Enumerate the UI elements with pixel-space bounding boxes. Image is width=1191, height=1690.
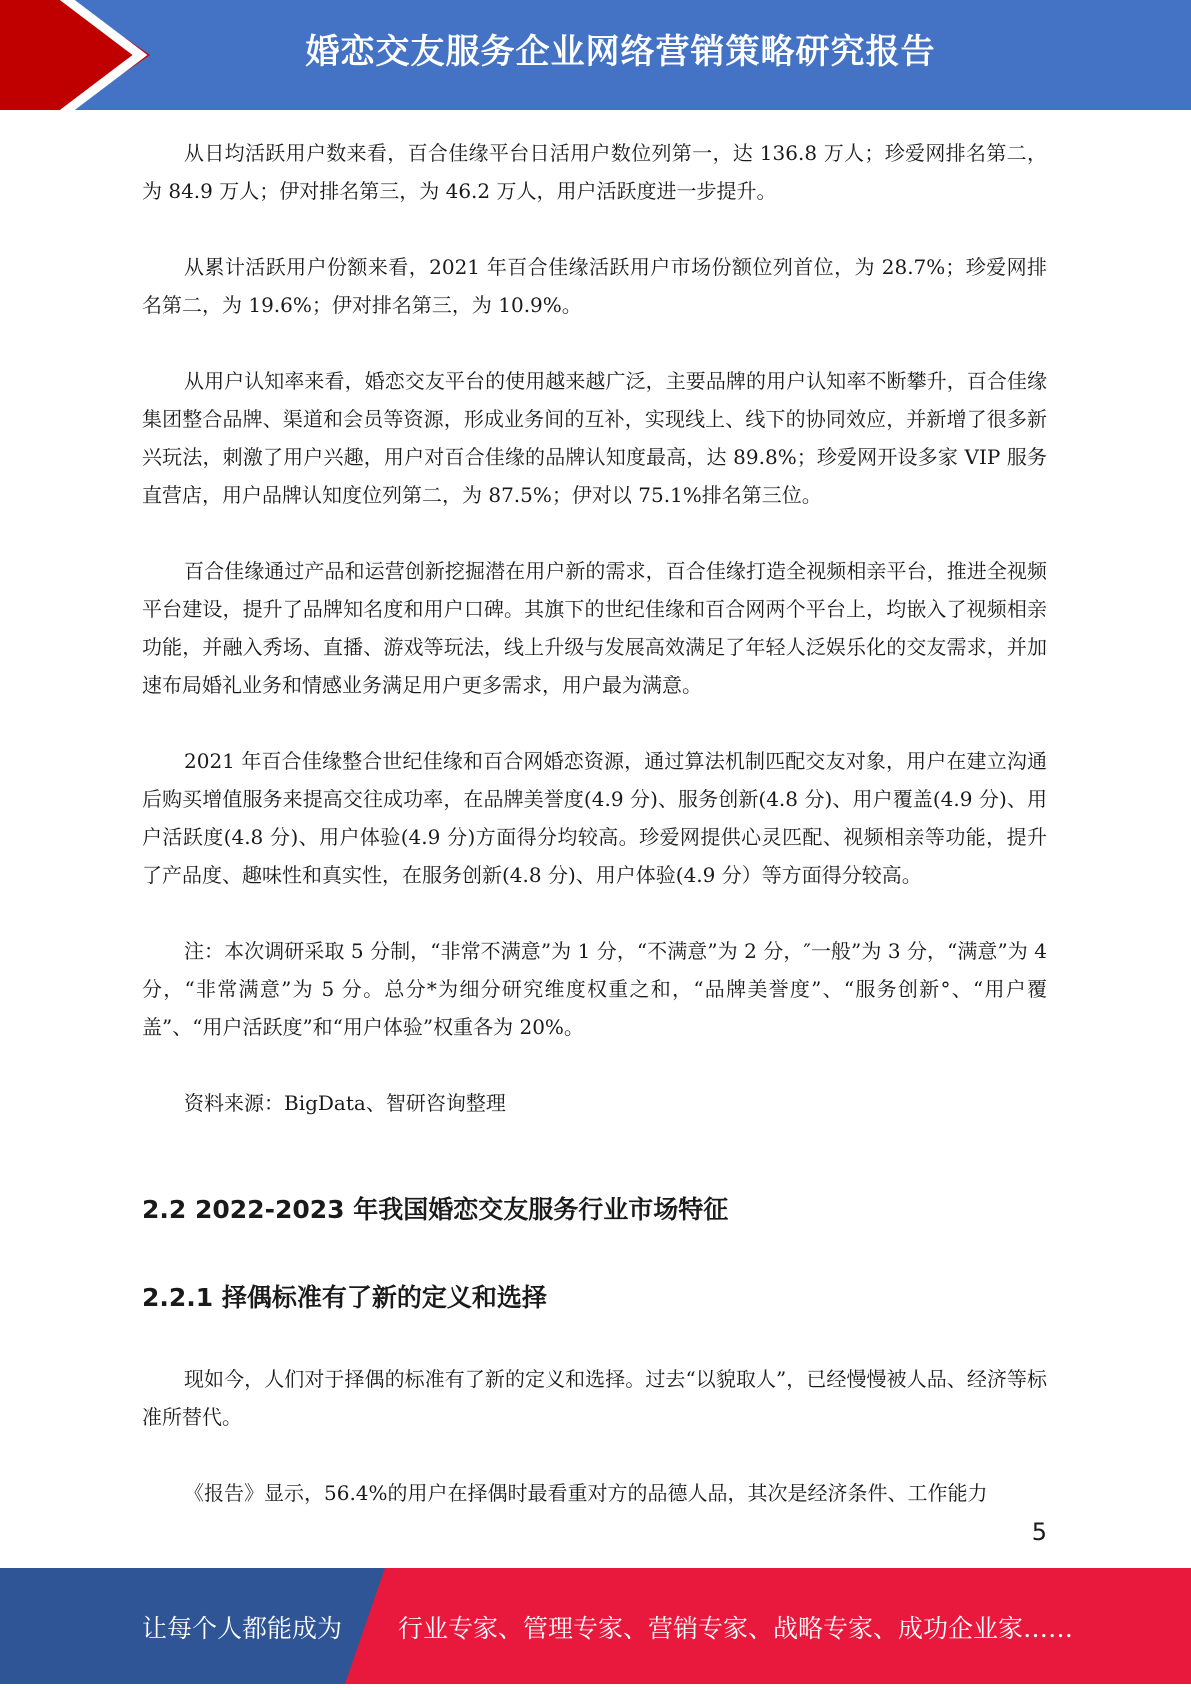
header-arrow-icon — [0, 0, 160, 110]
footer-slogan-right: 行业专家、管理专家、营销专家、战略专家、成功企业家…… — [398, 1614, 1074, 1643]
paragraph-mate-criteria: 现如今，人们对于择偶的标准有了新的定义和选择。过去“以貌取人”，已经慢慢被人品、经济等标准所替代。 — [142, 1367, 1047, 1429]
paragraph-source: 资料来源：BigData、智研咨询整理 — [184, 1091, 506, 1115]
paragraph-daily-active-users: 从日均活跃用户数来看，百合佳缘平台日活用户数位列第一，达 136.8 万人；珍爱网排名第二，为 84.9 万人；伊对排名第三，为 46.2 万人，用户活跃度进一步提升。 — [142, 141, 1047, 203]
header-banner — [0, 0, 1191, 110]
footer-slogan-left: 让每个人都能成为 — [142, 1614, 343, 1643]
page-number: 5 — [1031, 1518, 1047, 1546]
paragraph-report-findings: 《报告》显示，56.4%的用户在择偶时最看重对方的品德人品，其次是经济条件、工作能力 — [184, 1481, 988, 1505]
subsection-heading: 2.2.1 择偶标准有了新的定义和选择 — [142, 1283, 547, 1312]
paragraph-brand-awareness: 从用户认知率来看，婚恋交友平台的使用越来越广泛，主要品牌的用户认知率不断攀升，百合佳缘集团整合品牌、渠道和会员等资源，形成业务间的互补，实现线上、线下的协同效应，并新增了很多新兴玩法，刺激了用户兴趣，用户对百合佳缘的品牌认知度最高，达 89.8%；珍爱网开设多家 VIP 服务直营店，用户品牌认知度位列第二，为 87.5%；伊对以 75.1%排名第三位。 — [142, 369, 1047, 507]
paragraph-active-user-share: 从累计活跃用户份额来看，2021 年百合佳缘活跃用户市场份额位列首位，为 28.7%；珍爱网排名第二，为 19.6%；伊对排名第三，为 10.9%。 — [142, 255, 1047, 317]
footer-banner — [0, 1568, 1191, 1684]
section-heading: 2.2 2022-2023 年我国婚恋交友服务行业市场特征 — [142, 1195, 729, 1224]
paragraph-note: 注：本次调研采取 5 分制，“非常不满意”为 1 分，“不满意”为 2 分，″一般”为 3 分，“满意”为 4 分，“非常满意”为 5 分。总分*为细分研究维度权重之和，“品牌美誉度”、“服务创新°、“用户覆盖”、“用户活跃度”和“用户体验”权重各为 20%。 — [142, 939, 1047, 1039]
page-content — [142, 134, 1047, 1512]
paragraph-video-dating: 百合佳缘通过产品和运营创新挖掘潜在用户新的需求，百合佳缘打造全视频相亲平台，推进全视频平台建设，提升了品牌知名度和用户口碑。其旗下的世纪佳缘和百合网两个平台上，均嵌入了视频相亲功能，并融入秀场、直播、游戏等玩法，线上升级与发展高效满足了年轻人泛娱乐化的交友需求，并加速布局婚礼业务和情感业务满足用户更多需求，用户最为满意。 — [142, 559, 1047, 697]
report-title: 婚恋交友服务企业网络营销策略研究报告 — [305, 32, 936, 72]
paragraph-scores: 2021 年百合佳缘整合世纪佳缘和百合网婚恋资源，通过算法机制匹配交友对象，用户在建立沟通后购买增值服务来提高交往成功率，在品牌美誉度(4.9 分)、服务创新(4.8 分)、用户覆盖(4.9 分)、用户活跃度(4.8 分)、用户体验(4.9 分)方面得分均较高。珍爱网提供心灵匹配、视频相亲等功能，提升了产品度、趣味性和真实性，在服务创新(4.8 分)、用户体验(4.9 分）等方面得分较高。 — [142, 749, 1047, 887]
